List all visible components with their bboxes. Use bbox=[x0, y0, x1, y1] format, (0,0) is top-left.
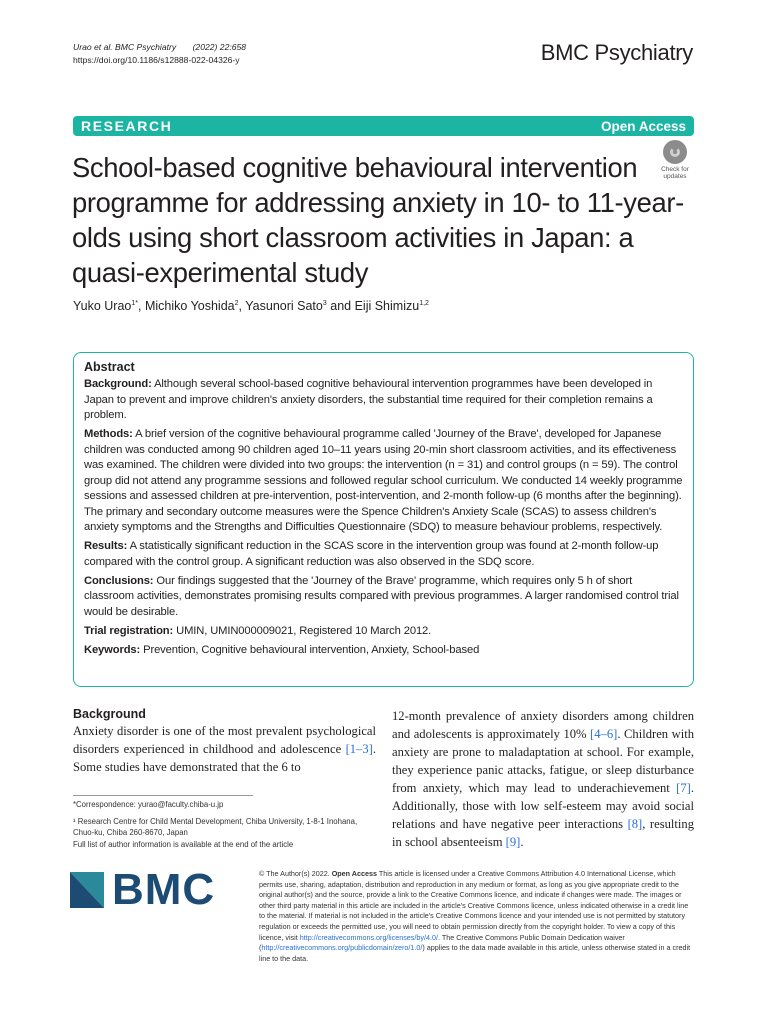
refresh-icon bbox=[663, 140, 687, 164]
citation-authors: Urao et al. bbox=[73, 42, 113, 52]
citation-journal: BMC Psychiatry bbox=[115, 42, 177, 52]
results-label: Results: bbox=[84, 540, 128, 552]
license-body: . The Creative Commons Public Domain Dedication waiver ( bbox=[259, 932, 625, 953]
background-text: Although several school-based cognitive behavioural intervention programmes have been developed in Japan to prevent and improve children's anxiety disorders, the substantial time required for their completion remains a problem. bbox=[84, 378, 653, 421]
body-text: 12-month prevalence of anxiety disorders among children and adolescents is approximately 10% bbox=[392, 709, 694, 741]
body-paragraph bbox=[392, 707, 694, 851]
trial-text: UMIN, UMIN000009021, Registered 10 March 2012. bbox=[176, 624, 432, 637]
conclusions-text: Our findings suggested that the 'Journey of the Brave' programme, which requires only 5 h of short classroom activities, demonstrates promising results compared with previous programmes. A larger randomised control trial would be desirable. bbox=[84, 574, 679, 618]
copyright-text: © The Author(s) 2022. bbox=[259, 869, 332, 878]
citation-year: (2022) 22:658 bbox=[192, 42, 247, 52]
author-separator: , bbox=[138, 299, 145, 313]
methods-text: A brief version of the cognitive behavioural programme called 'Journey of the Brave', developed for Japanese children was conducted among 90 children aged 10–11 years using 20-min short classroom activities, and its effectiveness was examined. The children were divided into two groups: the intervention (n = 31) and control groups (n = 59). The control group did not attend any programme sessions and followed regular school curriculum. We conducted 14 weekly programme sessions and assessed children at pre-intervention, post-intervention, and 2-month follow-up (6 months after the beginning). The primary and secondary outcome measures were the Spence Children's Anxiety Scale (SCAS) to assess children's anxiety symptoms and the Strengths and Difficulties Questionnaire (SDQ) to measure behaviour problems, respectively. bbox=[84, 428, 683, 533]
author-name[interactable]: Michiko Yoshida bbox=[144, 299, 235, 313]
body-text: . Children with anxiety are prone to maladaptation at school. For example, they experience panic attacks, fatigue, or sleep disturbance from anxiety, which may lead to underachievement bbox=[392, 727, 694, 795]
journal-name: BMC Psychiatry bbox=[540, 40, 693, 65]
author-name[interactable]: Yasunori Sato bbox=[245, 299, 323, 313]
citation-line bbox=[73, 41, 246, 54]
article-type-banner bbox=[73, 116, 694, 136]
citation-link[interactable]: [9] bbox=[505, 835, 521, 849]
body-text: . bbox=[520, 835, 524, 849]
section-heading-background: Background bbox=[73, 707, 146, 721]
citation-link[interactable]: [4–6] bbox=[590, 727, 618, 741]
body-text: Anxiety disorder is one of the most prevalent psychological disorders experienced in childhood and adolescence bbox=[73, 724, 376, 756]
license-body: ) applies to the data made available in this article, unless otherwise stated in a credit line to the data. bbox=[259, 943, 691, 963]
bmc-logo bbox=[70, 865, 216, 914]
author-affiliation: 1,2 bbox=[419, 299, 429, 307]
author-name[interactable]: Yuko Urao bbox=[73, 299, 132, 313]
author-separator: , bbox=[238, 299, 246, 313]
conclusions-label: Conclusions: bbox=[84, 574, 154, 587]
author-affiliation: 3 bbox=[322, 299, 327, 307]
keywords-label: Keywords: bbox=[84, 643, 141, 656]
author-affiliation: 1* bbox=[131, 299, 138, 307]
abstract-methods bbox=[84, 427, 683, 536]
bmc-logo-icon bbox=[70, 872, 104, 908]
license-body: This article is licensed under a Creative Commons Attribution 4.0 International License, which permits use, sharing, adaptation, distribution and reproduction in any medium or format, as long as you give appropriate credit to the original author(s) and the source, provide a link to the Creative Commons licence, and indicate if changes were made. The images or other third party material in this article are included in the article's Creative Commons licence, unless indicated otherwise in a credit line to the material. If material is not included in the article's Creative Commons licence and your intended use is not permitted by statutory regulation or exceeds the permitted use, you will need to obtain permission directly from the copyright holder. To view a copy of this licence, visit bbox=[259, 869, 689, 942]
author-name[interactable]: Eiji Shimizu bbox=[354, 299, 420, 313]
full-list-note: Full list of author information is available at the end of the article bbox=[73, 839, 294, 849]
abstract-conclusions bbox=[84, 574, 683, 621]
author-affiliation: 2 bbox=[234, 299, 239, 307]
bmc-logo-text: BMC bbox=[112, 865, 216, 914]
author-separator: and bbox=[326, 299, 355, 313]
public-domain-link[interactable]: http://creativecommons.org/publicdomain/zero/1.0/ bbox=[261, 943, 423, 953]
license-open-access-label: Open Access bbox=[331, 869, 377, 878]
badge-text-line1: Check for bbox=[661, 166, 689, 173]
badge-text-line2: updates bbox=[663, 173, 687, 180]
body-text: . Additionally, those with low self-esteem may avoid social relations and have negative peer interactions bbox=[392, 781, 694, 831]
abstract-keywords bbox=[84, 643, 683, 659]
methods-label: Methods: bbox=[84, 428, 133, 440]
body-column-left bbox=[73, 707, 376, 776]
affiliation-note: ¹ Research Centre for Child Mental Development, Chiba University, 1-8-1 Inohana, Chuo-ku, Chiba 260-8670, Japan bbox=[73, 816, 358, 837]
citation-link[interactable]: [8] bbox=[627, 817, 643, 831]
body-column-right bbox=[392, 707, 694, 851]
abstract-box bbox=[73, 352, 694, 687]
correspondence-note: *Correspondence: yurao@faculty.chiba-u.jp bbox=[73, 800, 224, 809]
research-label: RESEARCH bbox=[81, 118, 173, 134]
citation-block bbox=[73, 41, 246, 67]
abstract-results bbox=[84, 539, 683, 570]
abstract-trial-registration bbox=[84, 624, 683, 640]
license-link[interactable]: http://creativecommons.org/licenses/by/4.0/ bbox=[299, 932, 438, 942]
license-text bbox=[259, 869, 696, 964]
abstract-background bbox=[84, 377, 683, 424]
trial-label: Trial registration: bbox=[84, 624, 174, 637]
badge-text bbox=[653, 166, 697, 180]
body-text: . Some studies have demonstrated that the 6 to bbox=[73, 742, 376, 774]
citation-link[interactable]: [1–3] bbox=[345, 742, 373, 756]
footnotes bbox=[73, 799, 373, 850]
author-list bbox=[73, 299, 429, 313]
footnote-divider bbox=[73, 795, 253, 796]
results-text: A statistically significant reduction in the SCAS score in the intervention group was found at 2-month follow-up compared with the control group. A significant reduction was also observed in the SDQ score. bbox=[84, 540, 659, 568]
keywords-text: Prevention, Cognitive behavioural intervention, Anxiety, School-based bbox=[143, 643, 480, 656]
doi-link[interactable]: https://doi.org/10.1186/s12888-022-04326-y bbox=[73, 55, 240, 65]
check-for-updates-badge[interactable] bbox=[653, 140, 697, 182]
background-label: Background: bbox=[84, 378, 152, 390]
body-paragraph bbox=[73, 722, 376, 776]
abstract-heading: Abstract bbox=[84, 360, 135, 374]
open-access-label: Open Access bbox=[600, 118, 686, 134]
citation-link[interactable]: [7] bbox=[676, 781, 691, 795]
article-title: School-based cognitive behavioural intervention programme for addressing anxiety in 10- to 11-year-olds using short classroom activities in Japan: a quasi-experimental study bbox=[72, 152, 684, 288]
body-text: , resulting in school absenteeism bbox=[392, 817, 694, 849]
